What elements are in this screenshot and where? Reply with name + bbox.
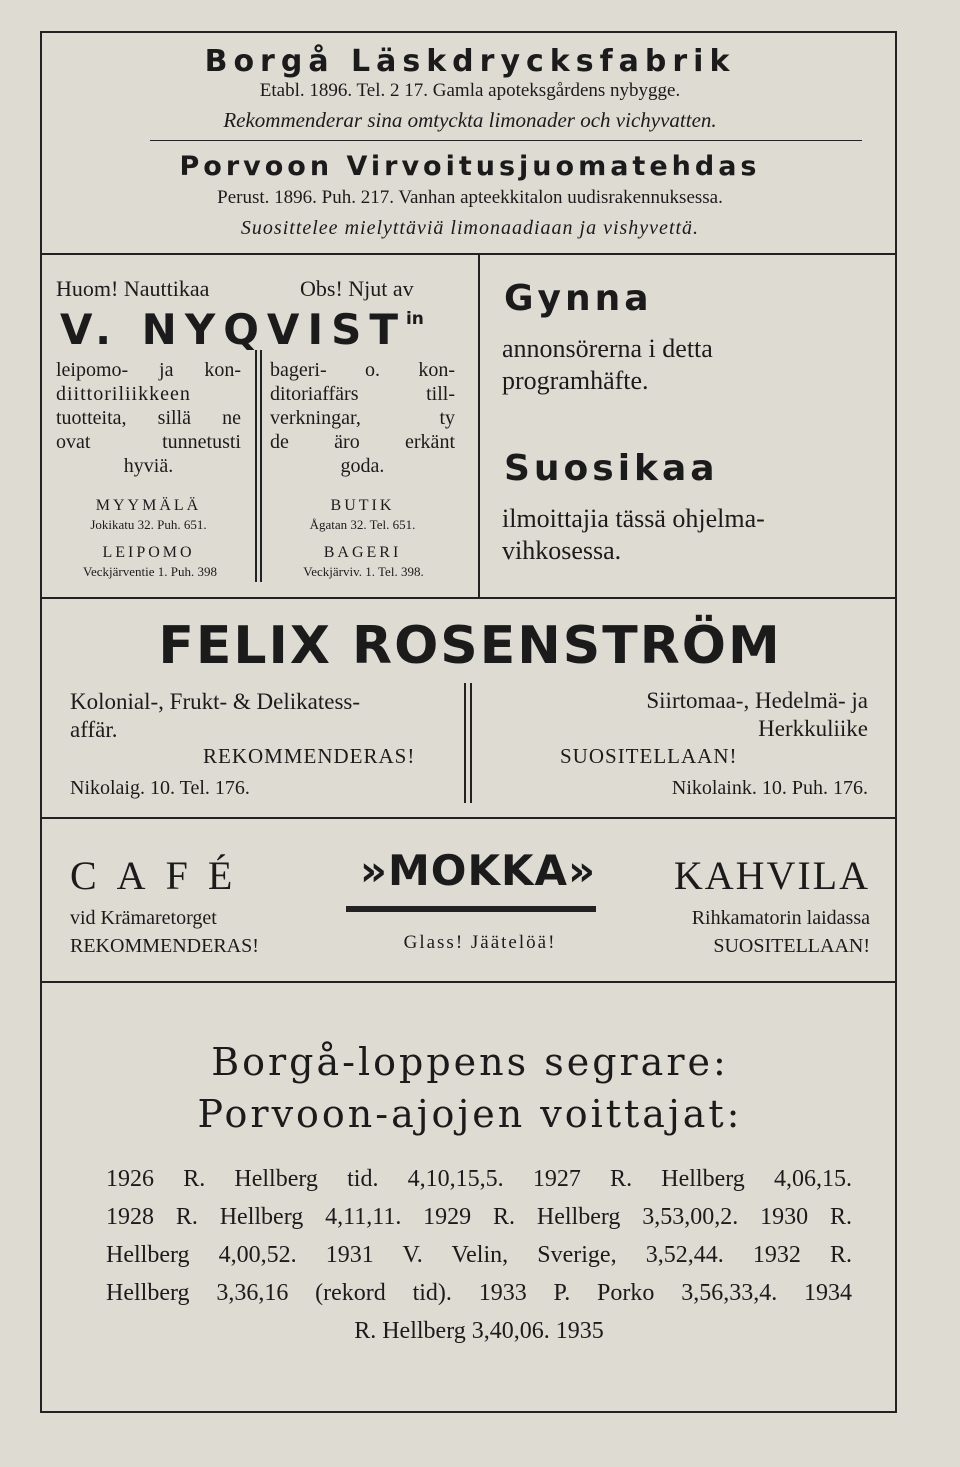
- sv-line: verkningar, ty: [270, 407, 455, 429]
- borga-slogan: Rekommenderar sina omtyckta limonader och vichyvatten.: [223, 108, 717, 132]
- divider-4: [40, 981, 897, 983]
- double-rule-nyqvist: [255, 350, 262, 582]
- mokka-title-rule: [346, 906, 596, 912]
- nyqvist-shop-fi-addr: Jokikatu 32. Puh. 651.: [90, 517, 207, 532]
- sv-line: goda.: [340, 455, 385, 477]
- mokka-center-sub: Glass! Jäätelöä!: [403, 932, 557, 953]
- winners-line: R. Hellberg 3,40,06. 1935: [354, 1318, 604, 1344]
- rule-borga-porvoon: [150, 140, 862, 141]
- porvoon-slogan: Suosittelee mielyttäviä limonaadiaan ja vishyvettä.: [240, 217, 700, 239]
- nyqvist-name-suffix: in: [405, 309, 424, 329]
- suosikaa-line: vihkosessa.: [502, 536, 622, 565]
- mokka-left-sub: vid Krämaretorget: [70, 907, 217, 929]
- winners-line: Hellberg 4,00,52. 1931 V. Velin, Sverige, 3,52,44. 1932 R.: [106, 1242, 852, 1268]
- nyqvist-shop-fi: MYYMÄLÄ: [95, 497, 202, 514]
- winners-list: [106, 1160, 852, 1350]
- divider-3: [40, 817, 897, 819]
- mokka-right-rec: SUOSITELLAAN!: [713, 935, 870, 957]
- nyqvist-bakery-fi-addr: Veckjärventie 1. Puh. 398: [83, 564, 217, 579]
- felix-sv-line: affär.: [70, 717, 118, 742]
- felix-sv-addr: Nikolaig. 10. Tel. 176.: [70, 777, 250, 799]
- nyqvist-bakery-fi: LEIPOMO: [102, 544, 195, 561]
- nyqvist-name-text: V. NYQVIST: [60, 305, 406, 354]
- nyqvist-shop-sv: BUTIK: [330, 497, 395, 514]
- borga-title: Borgå Läskdrycksfabrik: [204, 44, 736, 79]
- divider-nyqvist-gynna: [478, 253, 480, 599]
- mokka-left-title: CAFÉ: [70, 853, 253, 898]
- borga-info: Etabl. 1896. Tel. 2 17. Gamla apoteksgårdens nybygge.: [259, 80, 681, 101]
- gynna-line: annonsörerna i detta: [502, 334, 713, 363]
- nyqvist-bakery-sv-addr: Veckjärviv. 1. Tel. 398.: [303, 564, 424, 579]
- felix-fi-addr: Nikolaink. 10. Puh. 176.: [671, 777, 868, 799]
- fi-line: diittoriliikkeen: [56, 383, 191, 405]
- divider-2: [40, 597, 897, 599]
- nyqvist-right-head: Obs! Njut av: [300, 276, 414, 301]
- nyqvist-fi-text: [56, 358, 241, 478]
- nyqvist-shop-sv-addr: Ågatan 32. Tel. 651.: [309, 517, 416, 532]
- divider-1: [40, 253, 897, 255]
- mokka-left-rec: REKOMMENDERAS!: [70, 935, 259, 957]
- felix-sv-line: Kolonial-, Frukt- & Delikatess-: [70, 689, 361, 714]
- felix-sv-rec: REKOMMENDERAS!: [203, 744, 416, 768]
- gynna-title: Gynna: [504, 278, 653, 319]
- suosikaa-title: Suosikaa: [504, 448, 719, 489]
- fi-line: tuotteita, sillä ne: [56, 407, 241, 429]
- mokka-title: »MOKKA»: [359, 846, 597, 895]
- winners-line: 1928 R. Hellberg 4,11,11. 1929 R. Hellberg 3,53,00,2. 1930 R.: [106, 1204, 852, 1230]
- nyqvist-sv-text: [270, 358, 455, 478]
- nyqvist-left-head: Huom! Nauttikaa: [56, 276, 210, 301]
- winners-line: Hellberg 3,36,16 (rekord tid). 1933 P. Porko 3,56,33,4. 1934: [106, 1280, 852, 1306]
- porvoon-title: Porvoon Virvoitusjuomatehdas: [179, 151, 761, 182]
- gynna-text: [502, 333, 713, 397]
- winners-line: 1926 R. Hellberg tid. 4,10,15,5. 1927 R. Hellberg 4,06,15.: [106, 1166, 852, 1192]
- suosikaa-text: [502, 503, 765, 567]
- sv-line: ditoriaffärs till-: [270, 383, 455, 405]
- nyqvist-bakery-sv: BAGERI: [323, 544, 402, 561]
- felix-fi-rec: SUOSITELLAAN!: [560, 744, 738, 768]
- nyqvist-name: [60, 305, 424, 354]
- felix-fi-line1: Siirtomaa-, Hedelmä- ja: [646, 688, 868, 713]
- gynna-line: programhäfte.: [502, 366, 649, 395]
- suosikaa-line: ilmoittajia tässä ohjelma-: [502, 504, 765, 533]
- winners-title-sv: Borgå-loppens segrare:: [211, 1040, 729, 1084]
- felix-sv-text: [70, 688, 360, 744]
- felix-title: FELIX ROSENSTRÖM: [158, 616, 782, 676]
- sv-line: bageri- o. kon-: [270, 359, 455, 381]
- porvoon-info: Perust. 1896. Puh. 217. Vanhan apteekkitalon uudisrakennuksessa.: [217, 187, 723, 208]
- mokka-right-title: KAHVILA: [673, 853, 870, 898]
- sv-line: de äro erkänt: [270, 431, 455, 453]
- double-rule-felix: [464, 683, 472, 803]
- mokka-right-sub: Rihkamatorin laidassa: [691, 907, 870, 929]
- winners-title-fi: Porvoon-ajojen voittajat:: [197, 1092, 743, 1136]
- fi-line: hyviä.: [123, 455, 174, 477]
- fi-line: ovat tunnetusti: [56, 431, 241, 453]
- felix-fi-line2: Herkkuliike: [758, 716, 868, 741]
- fi-line: leipomo- ja kon-: [56, 359, 241, 381]
